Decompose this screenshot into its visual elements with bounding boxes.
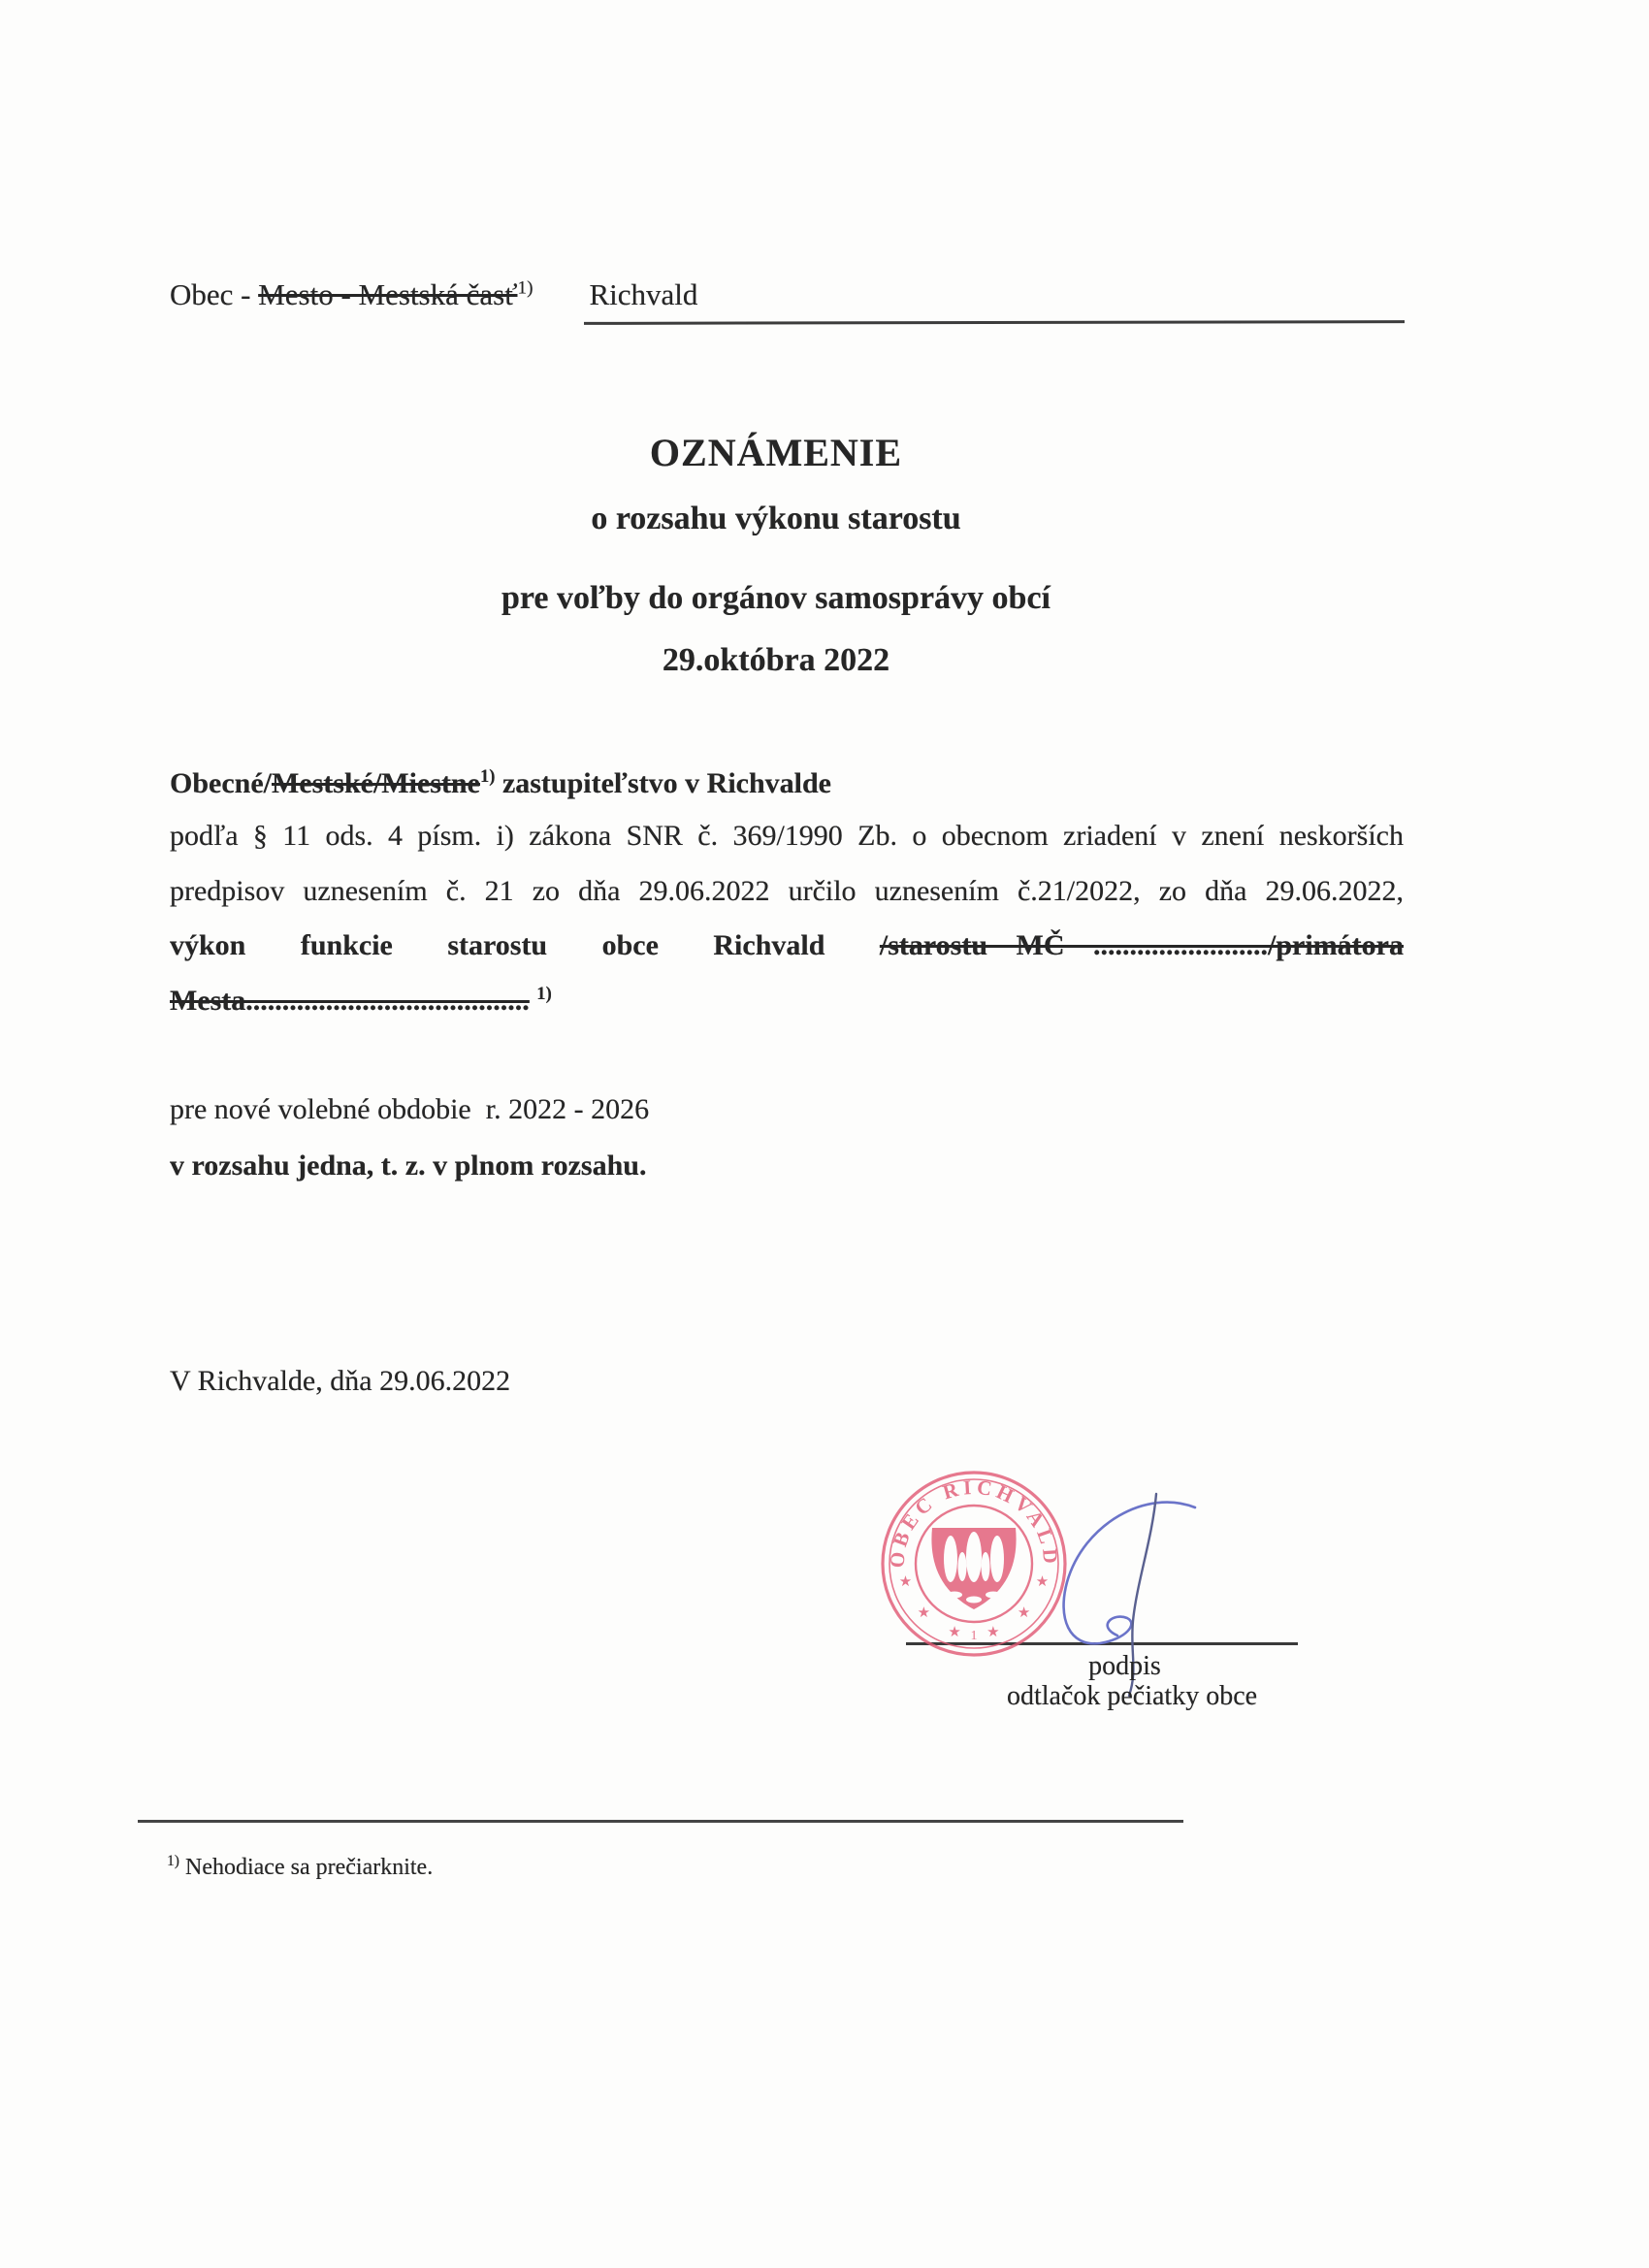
function-word: funkcie xyxy=(300,929,393,961)
footnote-text: Nehodiace sa prečiarknite. xyxy=(185,1855,434,1880)
function-word: výkon xyxy=(170,929,246,961)
council-rest: zastupiteľstvo v Richvalde xyxy=(495,767,831,799)
term-line: pre nové volebné obdobie r. 2022 - 2026 xyxy=(170,1093,650,1125)
mesta-struck: Mesta....................................... xyxy=(170,985,530,1017)
svg-text:★: ★ xyxy=(1035,1572,1050,1590)
footnote-rule xyxy=(138,1820,1183,1823)
document-subtitle-1: o rozsahu výkonu starostu xyxy=(591,501,961,536)
header-struck-options: Mesto - Mestská časť xyxy=(258,277,518,311)
function-word: obce xyxy=(601,929,659,961)
svg-text:★: ★ xyxy=(1017,1604,1031,1621)
municipality-name: Richvald xyxy=(589,277,698,311)
function-line xyxy=(170,929,1404,962)
header-underline xyxy=(584,320,1405,325)
council-footnote-ref: 1) xyxy=(479,766,496,787)
header-footnote-ref: 1) xyxy=(517,277,534,299)
mesta-footnote-ref: 1) xyxy=(536,984,552,1004)
svg-text:★: ★ xyxy=(948,1623,961,1640)
function-struck-options: /starostu MČ ......................../primátora xyxy=(879,929,1404,961)
law-reference-line-1: podľa § 11 ods. 4 písm. i) zákona SNR č. 369/1990 Zb. o obecnom zriadení v znení neskorších xyxy=(170,820,1404,852)
election-date: 29.októbra 2022 xyxy=(662,642,890,678)
council-prefix: Obecné/ xyxy=(170,767,272,799)
footnote-ref-mark: 1) xyxy=(167,1853,179,1869)
svg-text:★: ★ xyxy=(986,1623,1000,1640)
svg-text:★: ★ xyxy=(917,1604,931,1621)
signature-caption: podpis xyxy=(1088,1651,1161,1681)
signature-loop xyxy=(1064,1503,1195,1644)
stamp-caption: odtlačok pečiatky obce xyxy=(1006,1681,1258,1711)
function-word: starostu xyxy=(447,929,548,961)
scope-line: v rozsahu jedna, t. z. v plnom rozsahu. xyxy=(170,1150,647,1182)
mesta-line xyxy=(170,985,1404,1018)
footnote-line xyxy=(167,1855,433,1881)
svg-text:★: ★ xyxy=(898,1572,913,1590)
municipality-header-line xyxy=(170,277,697,312)
law-reference-line-2: predpisov uznesením č. 21 zo dňa 29.06.2022 určilo uznesením č.21/2022, zo dňa 29.06.2022, xyxy=(170,875,1404,907)
council-line xyxy=(170,767,1404,800)
function-word: Richvald xyxy=(713,929,825,961)
stamp-label-arc: OBEC RICHVALD xyxy=(885,1474,1063,1570)
document-title: OZNÁMENIE xyxy=(649,431,903,474)
stamp-shield xyxy=(931,1528,1016,1609)
stamp-number: 1 xyxy=(970,1629,978,1643)
council-struck-options: Mestské/Miestne xyxy=(272,767,480,799)
place-date-line: V Richvalde, dňa 29.06.2022 xyxy=(170,1365,511,1397)
header-prefix: Obec - xyxy=(170,277,259,311)
document-subtitle-2: pre voľby do orgánov samosprávy obcí xyxy=(501,580,1051,616)
